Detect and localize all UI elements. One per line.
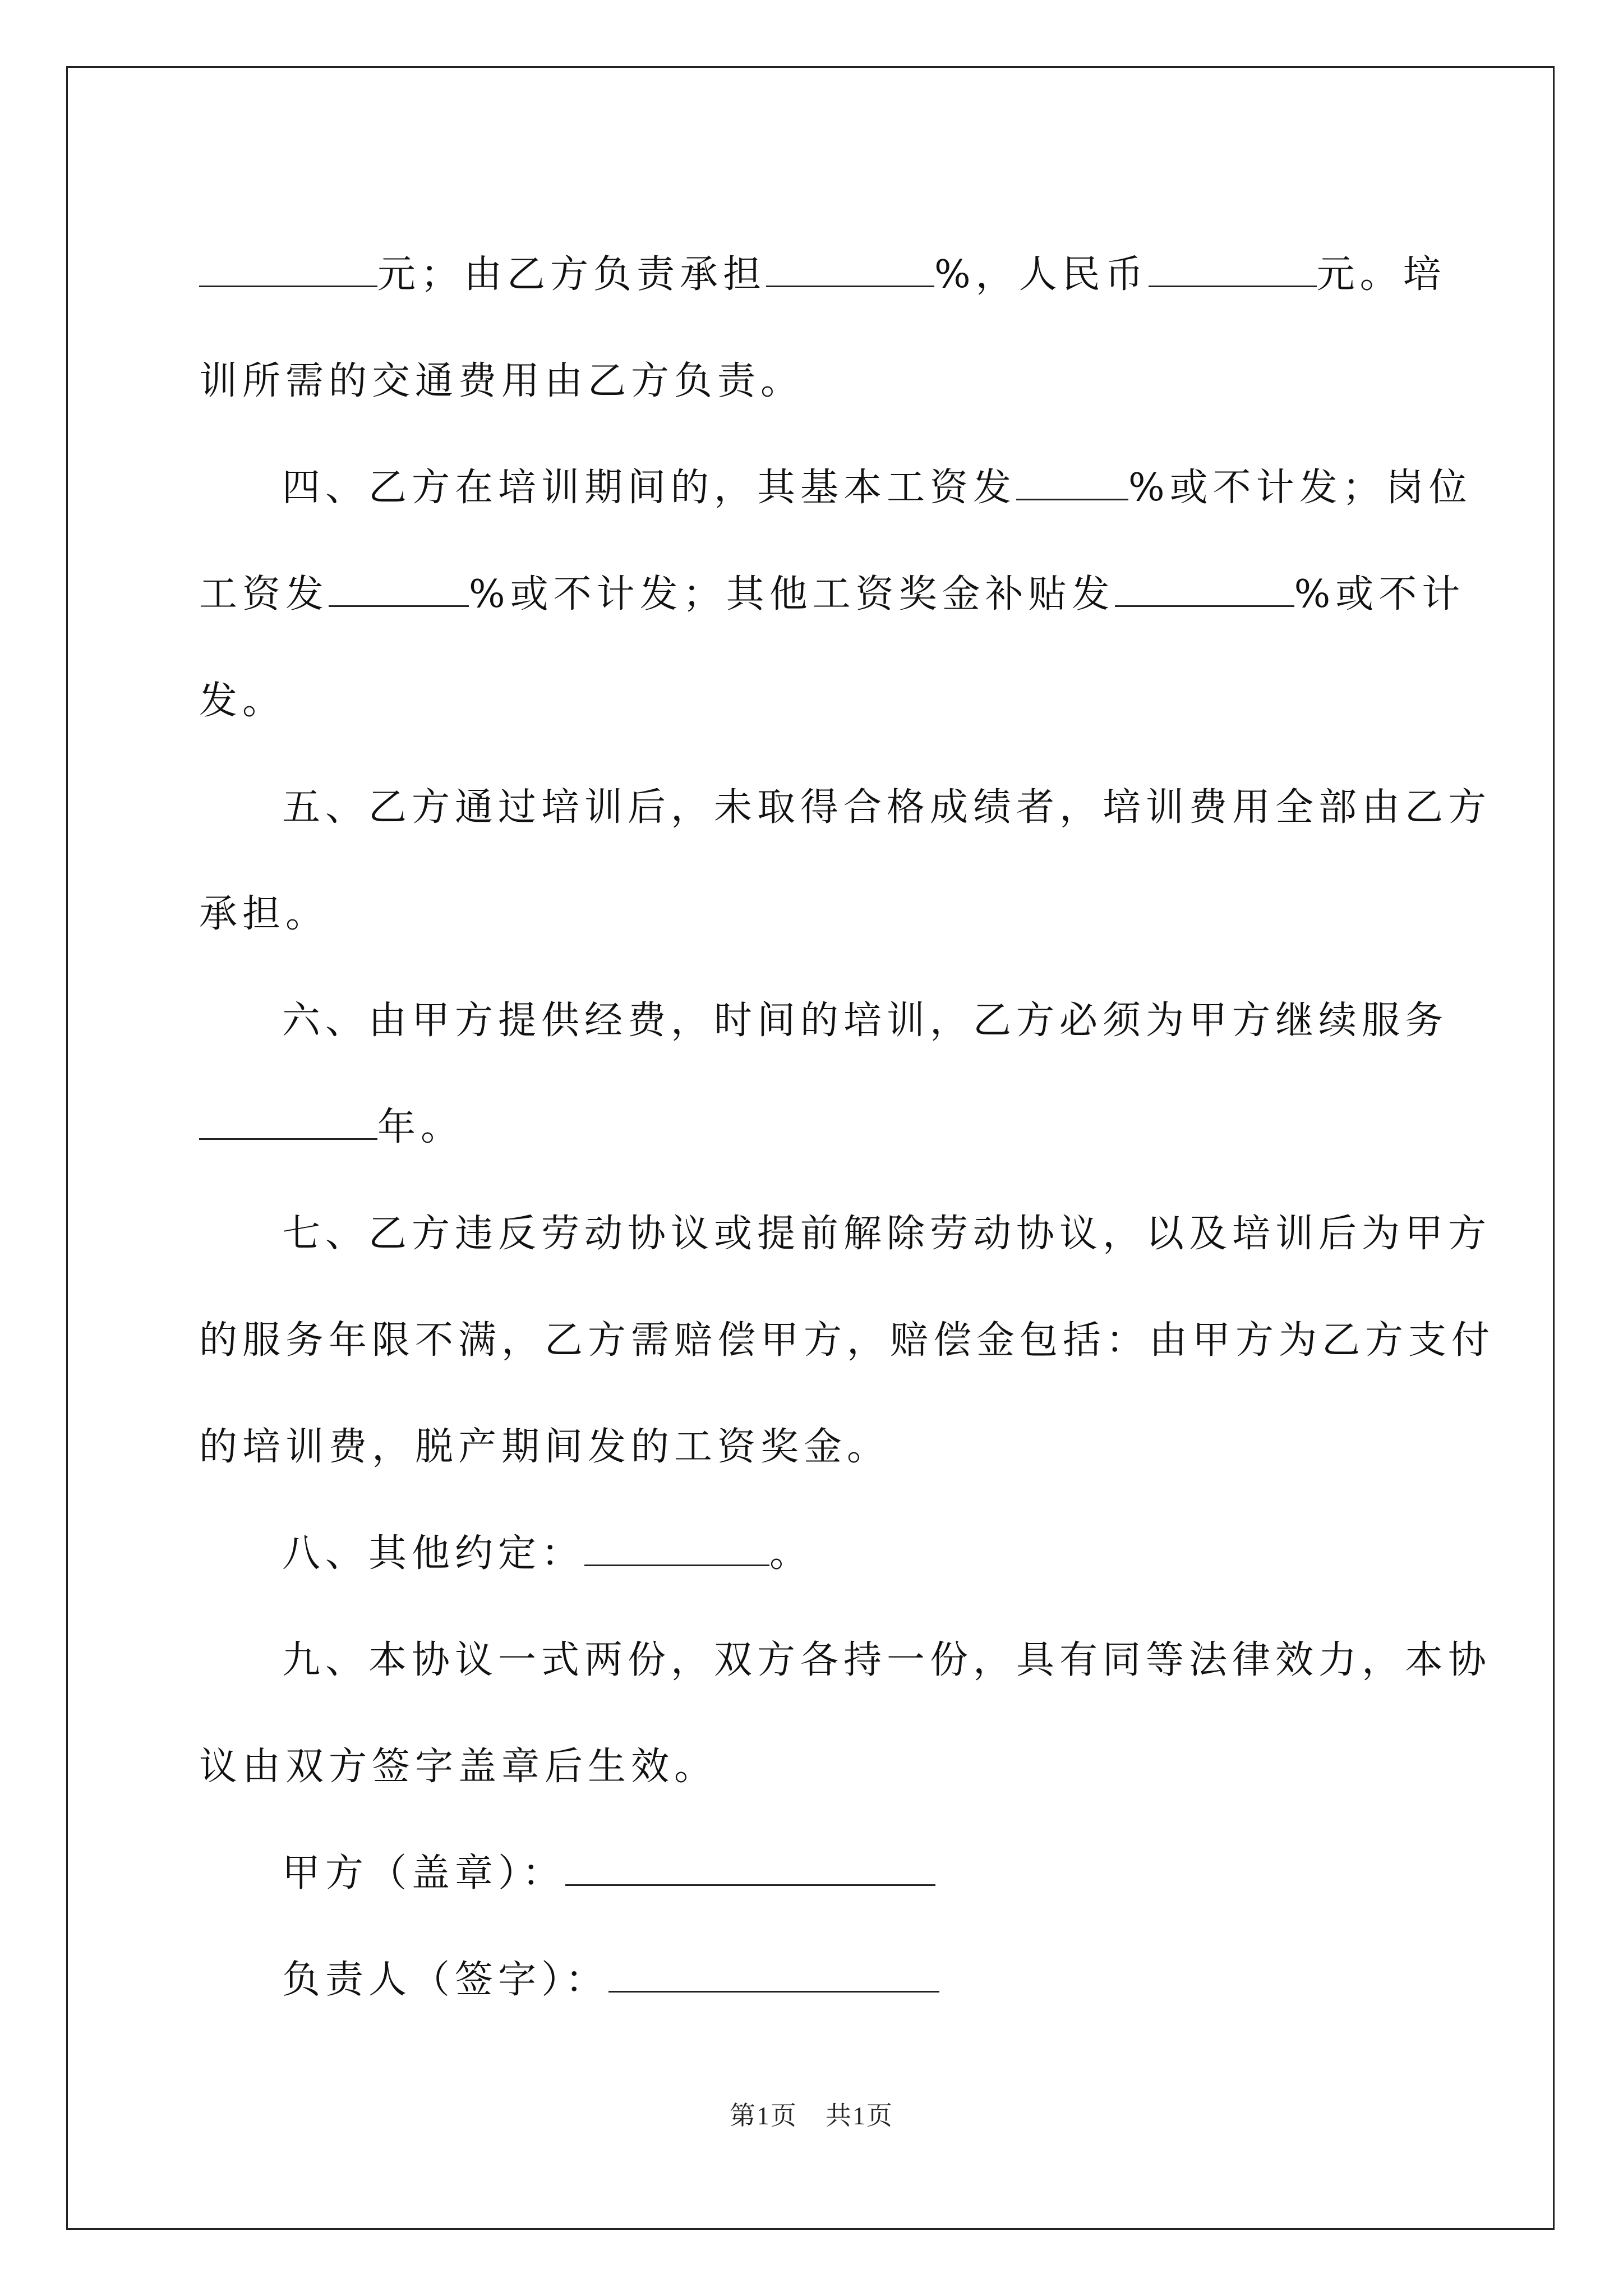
text-segment: %或不计 [1294,572,1465,616]
paragraph-clause-4-line3 [199,648,1427,754]
signature-label: 甲方（盖章）： [282,1851,566,1895]
blank-field[interactable] [766,252,934,287]
paragraph-clause-4-line2 [199,541,1465,648]
text-segment: 年。 [377,1105,464,1149]
text-segment: 元；由乙方负责承担 [377,252,767,297]
text-segment: 的服务年限不满，乙方需赔偿甲方，赔偿金包括：由甲方为乙方支付 [199,1318,1495,1363]
text-segment: 承担。 [199,892,329,936]
page-footer [0,2095,1623,2132]
signature-field[interactable] [608,1957,939,1993]
text-segment: 工资发 [199,572,329,616]
page-total: 共1页 [826,2101,893,2130]
paragraph-clause-4 [199,435,1472,541]
text-segment: 四、乙方在培训期间的，其基本工资发 [282,466,1017,510]
paragraph-cost-share-line2 [199,328,1427,435]
blank-field[interactable] [199,252,377,287]
paragraph-clause-7-line3 [199,1394,1427,1501]
text-segment: %，人民币 [934,252,1149,297]
paragraph-clause-6-line2 [199,1074,1427,1181]
signature-responsible-person [199,1927,1427,2033]
text-segment: 议由双方签字盖章后生效。 [199,1745,718,1789]
paragraph-clause-9-line2 [199,1714,1427,1820]
page-number: 第1页 [730,2101,797,2130]
signature-label: 负责人（签字）： [282,1958,609,2002]
text-segment: %或不计发；岗位 [1128,466,1472,510]
blank-field[interactable] [584,1531,769,1566]
text-segment: %或不计发；其他工资奖金补贴发 [469,572,1115,616]
paragraph-clause-8 [199,1501,1427,1607]
paragraph-clause-9 [199,1607,1492,1714]
paragraph-clause-6 [199,968,1449,1074]
blank-field[interactable] [1149,252,1317,287]
text-segment: 六、由甲方提供经费，时间的培训，乙方必须为甲方继续服务 [282,999,1449,1043]
text-segment: 五、乙方通过培训后，未取得合格成绩者，培训费用全部由乙方 [282,785,1492,830]
text-segment: 训所需的交通费用由乙方负责。 [199,359,804,403]
paragraph-clause-7 [199,1181,1492,1287]
paragraph-clause-5 [199,754,1492,861]
text-segment: 元。培 [1316,252,1446,297]
text-segment: 发。 [199,679,286,723]
blank-field[interactable] [1016,465,1128,500]
blank-field[interactable] [329,572,469,607]
text-segment: 七、乙方违反劳动协议或提前解除劳动协议，以及培训后为甲方 [282,1212,1492,1256]
signature-party-a [199,1820,1427,1927]
signature-field[interactable] [565,1851,935,1886]
paragraph-clause-7-line2 [199,1287,1495,1394]
text-segment: 八、其他约定： [282,1531,585,1576]
paragraph-clause-5-line2 [199,861,1427,968]
text-segment: 的培训费，脱产期间发的工资奖金。 [199,1425,891,1469]
text-segment: 。 [769,1531,813,1576]
blank-field[interactable] [199,1105,377,1140]
text-segment: 九、本协议一式两份，双方各持一份，具有同等法律效力，本协 [282,1638,1492,1682]
paragraph-cost-share [199,222,1446,328]
blank-field[interactable] [1115,572,1294,607]
